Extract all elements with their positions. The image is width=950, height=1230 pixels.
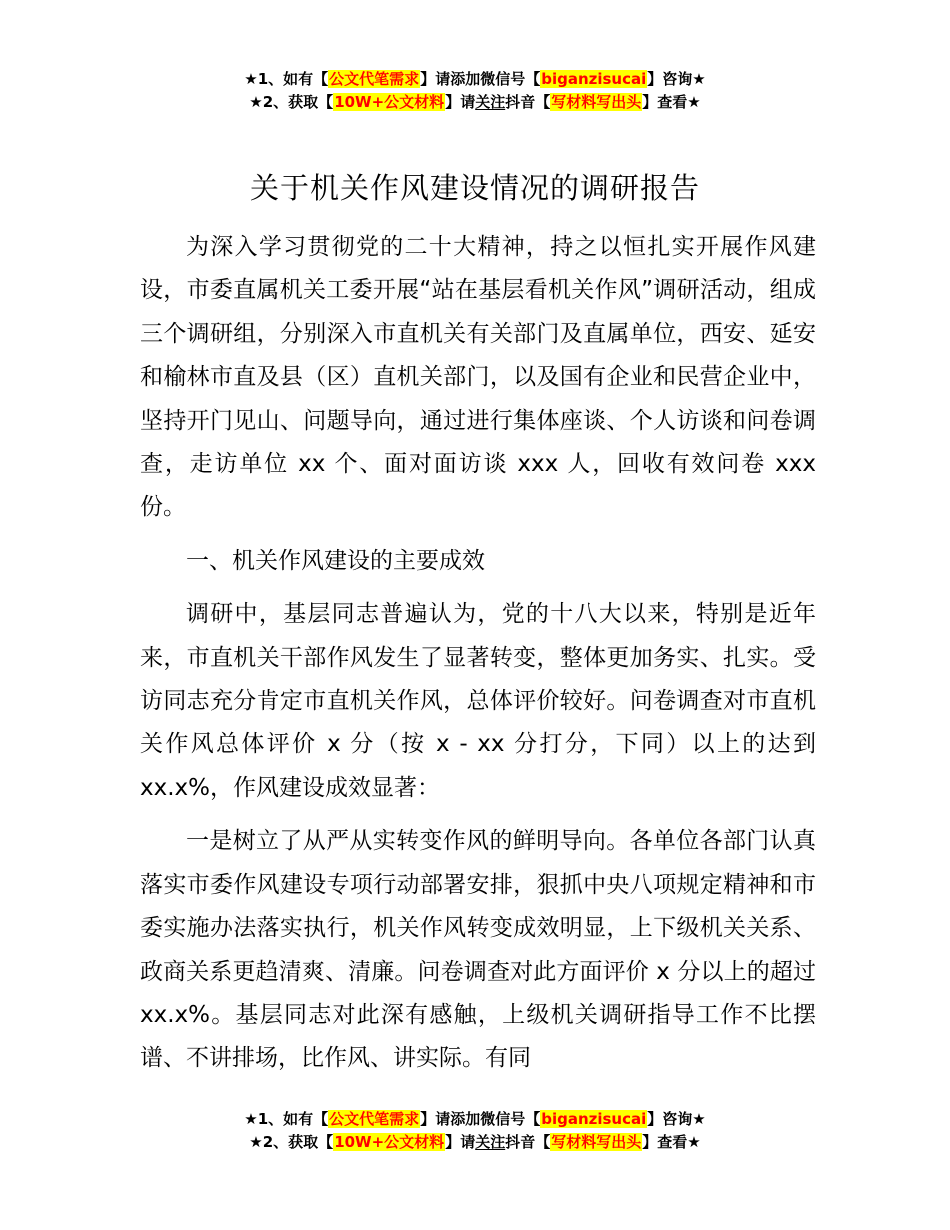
banner-text: 】咨询★ <box>647 70 706 88</box>
paragraph-intro: 为深入学习贯彻党的二十大精神，持之以恒扎实开展作风建设，市委直属机关工委开展“站在基层看机关作风”调研活动，组成三个调研组，分别深入市直机关有关部门及直属单位，西安、延安和榆林市直及县（区）直机关部门，以及国有企业和民营企业中，坚持开门见山、问题导向，通过进行集体座谈、个人访谈和问卷调查，走访单位 xx 个、面对面访谈 xxx 人，回收有效问卷 xxx 份。 <box>140 234 816 521</box>
banner-text: ★1、如有【 <box>244 70 329 88</box>
banner-text: 】请添加微信号【 <box>420 70 541 88</box>
document-body <box>140 226 816 1081</box>
banner-text: 】请 <box>445 93 476 111</box>
footer-banner <box>0 1108 950 1154</box>
banner-highlight: 10W+公文材料 <box>334 1133 445 1151</box>
banner-highlight: 写材料写出头 <box>551 1133 642 1151</box>
banner-text: ★2、获取【 <box>249 93 334 111</box>
header-banner <box>0 68 950 114</box>
banner-underlined: 关注 <box>475 93 506 111</box>
banner-text: 】请添加微信号【 <box>420 1110 541 1128</box>
paragraph-point-one: 一是树立了从严从实转变作风的鲜明导向。各单位各部门认真落实市委作风建设专项行动部署安排，狠抓中央八项规定精神和市委实施办法落实执行，机关作风转变成效明显，上下级机关关系、政商关系更趋清爽、清廉。问卷调查对此方面评价 x 分以上的超过 xx.x%。基层同志对此深有感触，上级机关调研指导工作不比摆谱、不讲排场，比作风、讲实际。有同 <box>140 828 816 1072</box>
banner-highlight: 写材料写出头 <box>551 93 642 111</box>
banner-text: 】请 <box>445 1133 476 1151</box>
banner-line-1 <box>0 68 950 91</box>
banner-text: 】查看★ <box>642 93 701 111</box>
banner-highlight: 10W+公文材料 <box>334 93 445 111</box>
section-heading: 一、机关作风建设的主要成效 <box>186 547 485 574</box>
banner-highlight: biganzisucai <box>541 1110 647 1128</box>
banner-text: ★2、获取【 <box>249 1133 334 1151</box>
banner-line-2 <box>0 1131 950 1154</box>
banner-text: ★1、如有【 <box>244 1110 329 1128</box>
banner-text: 抖音【 <box>505 1133 551 1151</box>
banner-highlight: biganzisucai <box>541 70 647 88</box>
banner-line-1 <box>0 1108 950 1131</box>
banner-text: 】查看★ <box>642 1133 701 1151</box>
document-title: 关于机关作风建设情况的调研报告 <box>249 171 700 205</box>
paragraph-findings: 调研中，基层同志普遍认为，党的十八大以来，特别是近年来，市直机关干部作风发生了显著转变，整体更加务实、扎实。受访同志充分肯定市直机关作风，总体评价较好。问卷调查对市直机关作风总体评价 x 分（按 x - xx 分打分，下同）以上的达到 xx.x%，作风建设成效显著： <box>140 601 816 801</box>
banner-line-2 <box>0 91 950 114</box>
banner-text: 】咨询★ <box>647 1110 706 1128</box>
banner-highlight: 公文代笔需求 <box>329 70 420 88</box>
banner-text: 抖音【 <box>505 93 551 111</box>
banner-underlined: 关注 <box>475 1133 506 1151</box>
banner-highlight: 公文代笔需求 <box>329 1110 420 1128</box>
